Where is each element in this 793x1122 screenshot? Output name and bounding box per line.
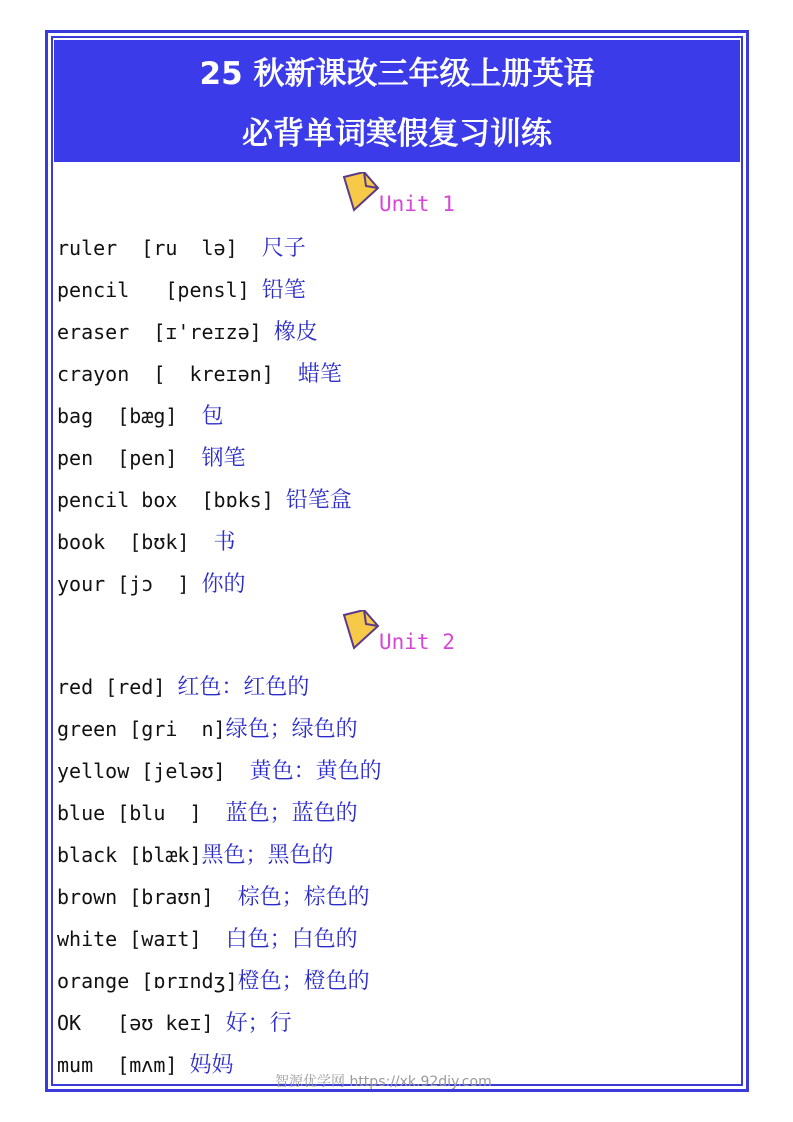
note-tag-icon xyxy=(340,610,380,654)
word-chinese: 蜡笔 xyxy=(297,362,342,387)
word-row xyxy=(57,568,246,600)
word-chinese: 妈妈 xyxy=(189,1053,234,1078)
unit-label: Unit 1 xyxy=(379,192,455,216)
word-chinese: 橡皮 xyxy=(273,320,318,345)
word-chinese: 钢笔 xyxy=(201,446,246,471)
word-english: your [jɔ ] xyxy=(57,572,202,596)
word-chinese: 黄色：黄色的 xyxy=(249,759,382,784)
word-chinese: 蓝色；蓝色的 xyxy=(225,801,358,826)
word-row xyxy=(57,400,224,432)
word-row xyxy=(57,358,342,390)
word-row xyxy=(57,274,306,306)
watermark-text: 智源优学网 https://xk.92diy.com xyxy=(275,1074,492,1090)
word-english: pencil box [bɒks] xyxy=(57,488,286,512)
word-english: eraser [ɪ'reɪzə] xyxy=(57,320,274,344)
word-english: mum [mʌm] xyxy=(57,1053,190,1077)
word-chinese: 铅笔 xyxy=(261,278,306,303)
unit-heading-2 xyxy=(340,610,500,656)
word-chinese: 绿色；绿色的 xyxy=(225,717,358,742)
word-chinese: 黑色；黑色的 xyxy=(201,843,334,868)
word-chinese: 铅笔盒 xyxy=(285,488,352,513)
word-chinese: 书 xyxy=(213,530,236,555)
word-english: orange [ɒrɪndʒ] xyxy=(57,969,238,993)
word-row xyxy=(57,965,370,997)
word-english: red [red] xyxy=(57,675,178,699)
word-chinese: 包 xyxy=(201,404,224,429)
word-row xyxy=(57,316,318,348)
word-row xyxy=(57,671,309,703)
word-row xyxy=(57,442,246,474)
word-english: black [blæk] xyxy=(57,843,202,867)
word-row xyxy=(57,1049,233,1081)
word-english: yellow [jeləʊ] xyxy=(57,759,250,783)
word-english: bag [bæg] xyxy=(57,404,202,428)
word-row xyxy=(57,755,382,787)
word-english: green [gri n] xyxy=(57,717,226,741)
note-tag-icon xyxy=(340,172,380,216)
word-row xyxy=(57,923,358,955)
unit-heading-1 xyxy=(340,172,500,218)
unit-label: Unit 2 xyxy=(379,630,455,654)
word-row xyxy=(57,839,334,871)
word-english: crayon [ kreɪən] xyxy=(57,362,298,386)
word-english: brown [braʊn] xyxy=(57,885,238,909)
word-english: OK [əʊ keɪ] xyxy=(57,1011,226,1035)
word-row xyxy=(57,797,358,829)
word-row xyxy=(57,1007,292,1039)
word-chinese: 你的 xyxy=(201,572,246,597)
word-english: pencil [pensl] xyxy=(57,278,262,302)
word-row xyxy=(57,713,358,745)
title-line-1: 25 秋新课改三年级上册英语 xyxy=(199,56,595,92)
word-english: pen [pen] xyxy=(57,446,202,470)
word-row xyxy=(57,484,352,516)
title-line-2: 必背单词寒假复习训练 xyxy=(242,116,552,152)
title-banner xyxy=(54,40,740,162)
word-row xyxy=(57,881,370,913)
word-english: book [bʊk] xyxy=(57,530,214,554)
word-row xyxy=(57,526,236,558)
word-chinese: 尺子 xyxy=(261,236,306,261)
word-english: white [waɪt] xyxy=(57,927,226,951)
word-chinese: 红色：红色的 xyxy=(177,675,310,700)
word-chinese: 白色；白色的 xyxy=(225,927,358,952)
word-chinese: 橙色；橙色的 xyxy=(237,969,370,994)
word-chinese: 好；行 xyxy=(225,1011,292,1036)
word-english: ruler [ru lə] xyxy=(57,236,262,260)
word-english: blue [blu ] xyxy=(57,801,226,825)
word-chinese: 棕色；棕色的 xyxy=(237,885,370,910)
word-row xyxy=(57,232,306,264)
